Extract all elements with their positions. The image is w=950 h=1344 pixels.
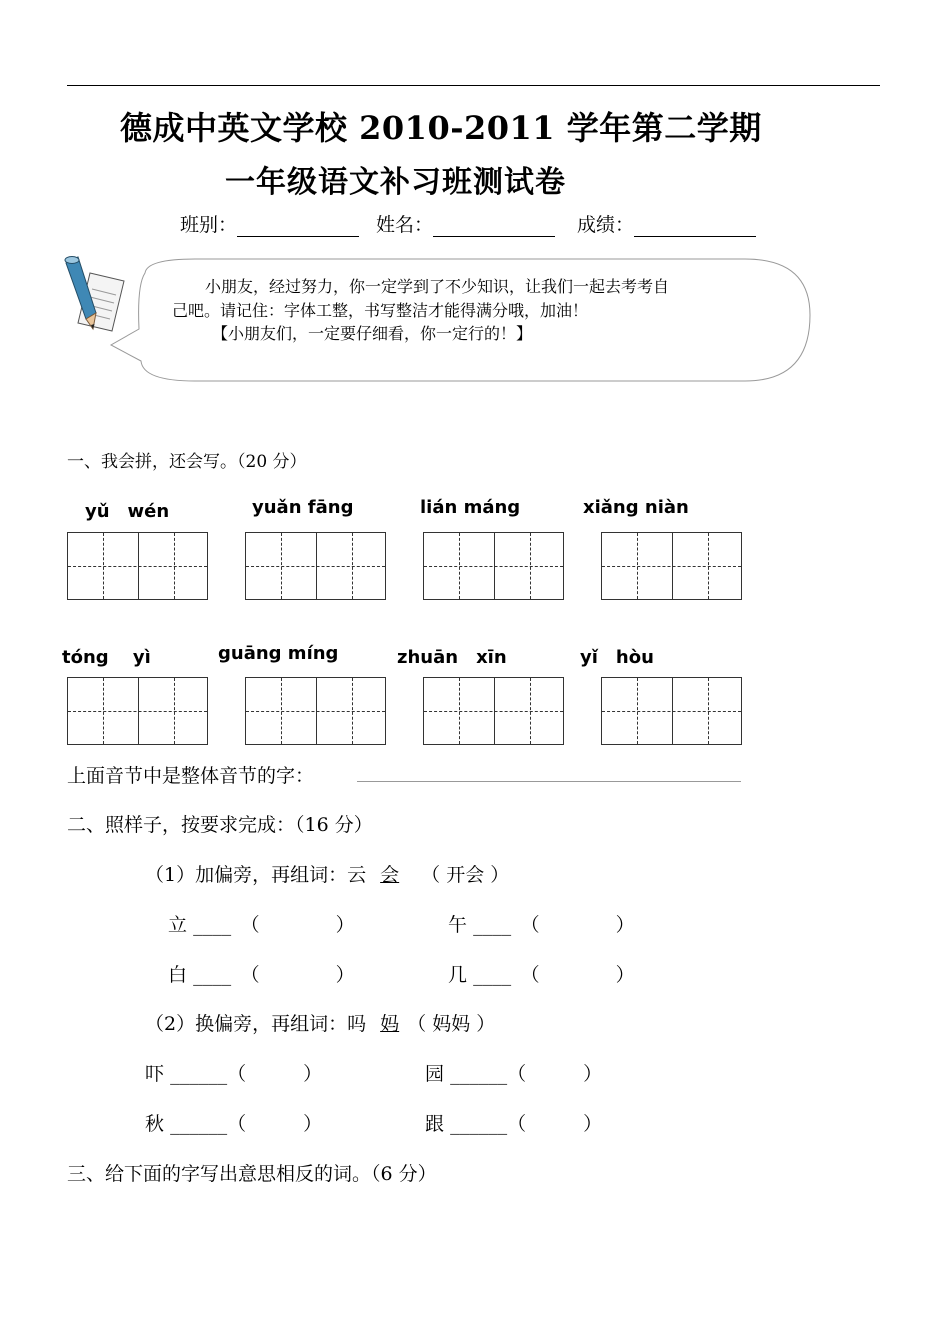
pinyin-zhuanxin: zhuān xīn xyxy=(397,647,507,668)
part2-prefix: （2）换偏旁，再组词：吗 xyxy=(145,1013,373,1035)
pinyin-lianmang: lián máng xyxy=(420,497,521,518)
pinyin-yihou: yǐ hòu xyxy=(580,647,654,668)
name-blank[interactable] xyxy=(433,216,555,237)
class-field[interactable] xyxy=(180,210,359,237)
writing-grid[interactable] xyxy=(67,677,208,745)
part1-prefix: （1）加偏旁，再组词：云 xyxy=(145,864,373,886)
part1-item-wu[interactable]: 午 ____ （ ） xyxy=(448,914,635,936)
part1-example-char: 会 xyxy=(380,864,400,886)
score-label: 成绩： xyxy=(577,214,635,236)
section1-heading: 一、我会拼，还会写。（20 分） xyxy=(67,452,307,472)
bubble-line1: 小朋友，经过努力，你一定学到了不少知识，让我们一起去考考自 xyxy=(205,277,670,296)
pinyin-tongyi: tóng yì xyxy=(62,647,151,668)
section3-heading: 三、给下面的字写出意思相反的词。（6 分） xyxy=(67,1163,437,1185)
part1-example xyxy=(145,860,509,887)
part2-item-yuan[interactable]: 园 ______（ ） xyxy=(425,1063,603,1085)
bubble-line2: 己吧。请记住：字体工整，书写整洁才能得满分哦，加油！ xyxy=(172,301,589,320)
part1-item-bai[interactable]: 白 ____ （ ） xyxy=(168,964,355,986)
top-rule xyxy=(67,85,880,86)
class-blank[interactable] xyxy=(237,216,359,237)
writing-grid[interactable] xyxy=(423,677,564,745)
part2-example-word: （ 妈妈 ） xyxy=(407,1013,496,1035)
section2-heading: 二、照样子，按要求完成：（16 分） xyxy=(67,814,373,836)
part1-item-ji[interactable]: 几 ____ （ ） xyxy=(448,964,635,986)
writing-grid[interactable] xyxy=(601,677,742,745)
pinyin-yuanfang: yuǎn fāng xyxy=(252,497,354,518)
writing-grid[interactable] xyxy=(245,532,386,600)
writing-grid[interactable] xyxy=(601,532,742,600)
part2-example-char: 妈 xyxy=(380,1013,400,1035)
name-label: 姓名： xyxy=(376,214,434,236)
part2-item-xia[interactable]: 吓 ______（ ） xyxy=(145,1063,323,1085)
part2-item-qiu[interactable]: 秋 ______（ ） xyxy=(145,1113,323,1135)
part1-item-li[interactable]: 立 ____ （ ） xyxy=(168,914,355,936)
bubble-line3: 【小朋友们，一定要仔细看，你一定行的！】 xyxy=(212,324,533,343)
score-blank[interactable] xyxy=(634,216,756,237)
class-label: 班别： xyxy=(180,214,238,236)
whole-syllable-answer-line[interactable] xyxy=(357,781,741,782)
whole-syllable-prompt: 上面音节中是整体音节的字： xyxy=(67,765,315,787)
writing-grid[interactable] xyxy=(423,532,564,600)
part2-example xyxy=(145,1009,495,1036)
writing-grid[interactable] xyxy=(67,532,208,600)
name-field[interactable] xyxy=(376,210,555,237)
pinyin-guangming: guāng míng xyxy=(218,643,339,664)
part1-example-word: （ 开会 ） xyxy=(421,864,510,886)
exam-title-line2: 一年级语文补习班测试卷 xyxy=(225,165,566,200)
part2-item-gen[interactable]: 跟 ______（ ） xyxy=(425,1113,603,1135)
writing-grid[interactable] xyxy=(245,677,386,745)
score-field[interactable] xyxy=(577,210,756,237)
pinyin-yuwen: yǔ wén xyxy=(85,501,170,522)
exam-title-line1: 德成中英文学校 2010-2011 学年第二学期 xyxy=(120,109,762,147)
pinyin-xiangnian: xiǎng niàn xyxy=(583,497,689,518)
